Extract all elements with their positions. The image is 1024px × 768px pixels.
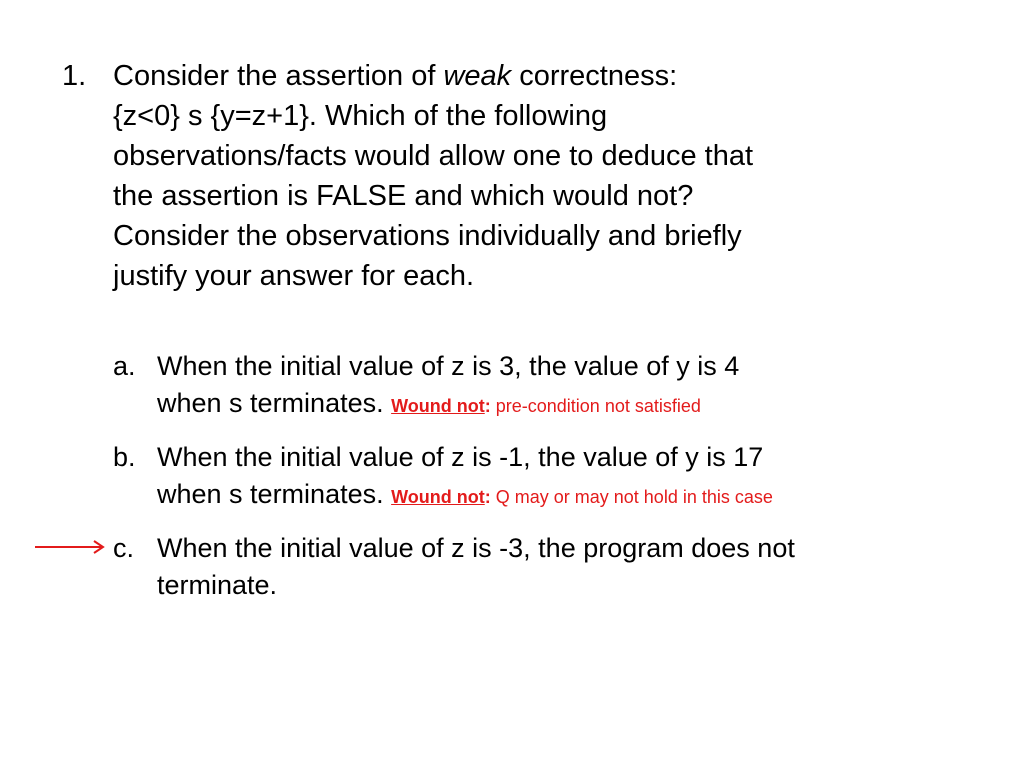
item-letter: b.: [113, 442, 136, 472]
right-arrow-icon: [34, 537, 106, 557]
answer-label: Wound not: [391, 396, 485, 416]
question-line-1: [113, 56, 993, 96]
question-line-5: Consider the observations individually and briefly: [113, 220, 742, 252]
question-line-1-end: correctness:: [511, 60, 678, 92]
question-emphasis-weak: weak: [443, 60, 512, 92]
question-line-1-start: Consider the assertion of: [113, 60, 444, 92]
item-body: [157, 439, 1007, 516]
item-line-1: When the initial value of z is 3, the value of y is 4: [157, 351, 740, 381]
item-line-2-text: when s terminates.: [157, 388, 392, 418]
question-line-2: {z<0} s {y=z+1}. Which of the following: [113, 100, 608, 132]
item-body: [157, 530, 1007, 604]
answer-annotation: [391, 487, 773, 507]
item-letter: c.: [113, 533, 135, 563]
question-line-4: the assertion is FALSE and which would not?: [113, 180, 694, 212]
question-text: [113, 56, 993, 296]
item-letter: a.: [113, 351, 136, 381]
item-line-2-text: when s terminates.: [157, 479, 392, 509]
item-line-2: terminate.: [157, 570, 278, 600]
item-line-1: When the initial value of z is -3, the program does not: [157, 533, 795, 563]
answer-text: Q may or may not hold in this case: [490, 487, 773, 507]
answer-label: Wound not: [391, 487, 485, 507]
answer-colon: :: [484, 396, 491, 416]
item-body: [157, 348, 1007, 425]
answer-colon: :: [484, 487, 491, 507]
item-line-1: When the initial value of z is -1, the value of y is 17: [157, 442, 764, 472]
answer-annotation: [391, 396, 701, 416]
question-number: 1.: [62, 60, 87, 92]
answer-text: pre-condition not satisfied: [490, 396, 701, 416]
question-line-6: justify your answer for each.: [113, 260, 475, 292]
item-line-2: [157, 385, 1007, 425]
question-line-3: observations/facts would allow one to deduce that: [113, 140, 754, 172]
item-line-2: [157, 476, 1007, 516]
